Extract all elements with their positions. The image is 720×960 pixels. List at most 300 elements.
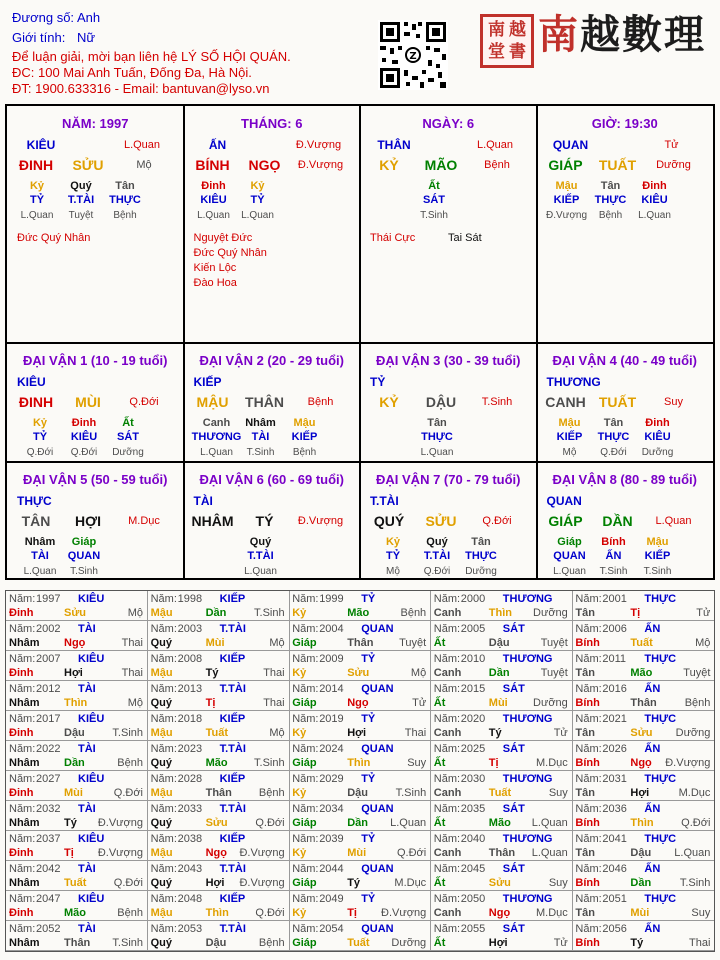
year-branch: Sửu bbox=[64, 607, 87, 619]
pillar-god-label: ẤN bbox=[208, 138, 227, 152]
year-cell bbox=[572, 621, 714, 651]
year-stem: Bính bbox=[575, 877, 600, 889]
earthly-branch: SỬU bbox=[425, 512, 457, 529]
year-cell bbox=[289, 591, 431, 621]
year-number: 2005 bbox=[460, 623, 486, 635]
year-label: Năm: bbox=[292, 833, 319, 845]
year-stem: Quý bbox=[150, 817, 172, 829]
year-cell bbox=[572, 891, 714, 921]
heavenly-stem: ĐINH bbox=[18, 157, 54, 173]
year-god: KIẾP bbox=[219, 833, 246, 845]
year-label: Năm: bbox=[292, 683, 319, 695]
year-branch: Mùi bbox=[630, 907, 650, 919]
year-stem: Bính bbox=[575, 757, 600, 769]
hidden-god: KIẾP bbox=[644, 549, 671, 562]
year-stage: Q.Đới bbox=[681, 817, 711, 829]
year-label: Năm: bbox=[292, 713, 319, 725]
life-stage: Bệnh bbox=[307, 396, 334, 408]
hidden-stem: Kỷ bbox=[29, 180, 45, 192]
hidden-stage: Q.Đới bbox=[26, 447, 54, 458]
year-branch: Hợi bbox=[347, 727, 367, 739]
heavenly-stem: ĐINH bbox=[18, 394, 54, 410]
year-god: KIÊU bbox=[78, 833, 105, 845]
hidden-stage: T.Sinh bbox=[643, 565, 672, 577]
year-branch: Thân bbox=[205, 787, 232, 799]
dai-van-cell bbox=[537, 343, 714, 462]
year-god: SÁT bbox=[502, 863, 525, 875]
year-label: Năm: bbox=[9, 803, 36, 815]
year-stem: Bính bbox=[575, 937, 600, 949]
year-number: 2024 bbox=[319, 743, 344, 755]
year-label: Năm: bbox=[150, 833, 177, 845]
year-god: ẤN bbox=[644, 623, 661, 635]
year-number: 2023 bbox=[177, 743, 203, 755]
year-stage: T.Sinh bbox=[254, 607, 285, 619]
year-number: 2009 bbox=[319, 653, 344, 665]
year-cell bbox=[148, 891, 290, 921]
year-label: Năm: bbox=[433, 593, 461, 605]
year-god: TỶ bbox=[361, 653, 376, 665]
hidden-stage: T.Sinh bbox=[420, 210, 448, 221]
year-number: 2029 bbox=[319, 773, 344, 785]
year-label: Năm: bbox=[575, 593, 602, 605]
year-stage: Đ.Vượng bbox=[381, 907, 427, 919]
year-label: Năm: bbox=[575, 893, 602, 905]
year-stage: Đ.Vượng bbox=[97, 847, 143, 859]
year-god: ẤN bbox=[644, 803, 661, 815]
dai-van-title: ĐẠI VẬN 5 (50 - 59 tuổi) bbox=[23, 471, 168, 487]
year-label: Năm: bbox=[575, 803, 602, 815]
dai-van-cell bbox=[537, 462, 714, 581]
hidden-god: KIÊU bbox=[641, 194, 668, 206]
year-stage: L.Quan bbox=[674, 847, 711, 859]
hidden-stage: Bệnh bbox=[113, 210, 137, 221]
year-cell bbox=[572, 801, 714, 831]
year-cell bbox=[6, 801, 148, 831]
year-number: 2030 bbox=[460, 773, 486, 785]
hidden-stage: L.Quan bbox=[420, 447, 454, 458]
year-number: 2020 bbox=[460, 713, 486, 725]
year-label: Năm: bbox=[150, 593, 177, 605]
brand-char: 數 bbox=[622, 11, 662, 58]
earthly-branch: TUẤT bbox=[598, 157, 637, 173]
year-stage: Mộ bbox=[127, 697, 143, 709]
year-branch: Hợi bbox=[488, 937, 508, 949]
year-god: THỰC bbox=[644, 713, 677, 725]
year-branch: Mão bbox=[205, 757, 228, 769]
header bbox=[0, 0, 720, 100]
year-stem: Canh bbox=[433, 847, 462, 859]
year-cell bbox=[6, 831, 148, 861]
year-cell bbox=[431, 741, 573, 771]
hidden-god: ẤN bbox=[605, 549, 622, 562]
dai-van-god: THƯƠNG bbox=[546, 375, 601, 389]
hidden-stem: Bính bbox=[601, 535, 626, 548]
year-stage: Mộ bbox=[695, 637, 711, 649]
brand-char: 理 bbox=[664, 11, 704, 58]
phone-email-line[interactable]: ĐT: 1900.633316 - Email: bantuvan@lyso.vn bbox=[12, 81, 270, 96]
year-number: 1997 bbox=[36, 593, 61, 605]
life-stage: Q.Đới bbox=[129, 396, 159, 408]
year-number: 2016 bbox=[602, 683, 627, 695]
year-stage: Dưỡng bbox=[533, 607, 568, 619]
hidden-stage: Tuyệt bbox=[68, 210, 94, 221]
hidden-stem: Kỷ bbox=[250, 180, 265, 192]
year-stem: Nhâm bbox=[9, 877, 40, 889]
year-god: SÁT bbox=[502, 743, 525, 755]
year-stage: Mộ bbox=[127, 607, 143, 619]
year-god: KIẾP bbox=[219, 893, 246, 905]
year-god: TỶ bbox=[361, 773, 376, 785]
year-cell bbox=[572, 681, 714, 711]
heavenly-stem: KỶ bbox=[379, 394, 399, 410]
year-number: 2054 bbox=[319, 923, 344, 935]
pillar-cell bbox=[537, 106, 714, 343]
year-number: 2013 bbox=[177, 683, 203, 695]
year-god: SÁT bbox=[502, 683, 525, 695]
year-stem: Kỷ bbox=[292, 667, 307, 679]
year-stage: L.Quan bbox=[390, 817, 427, 829]
year-god: THỰC bbox=[644, 893, 677, 905]
dai-van-god: KIÊU bbox=[17, 375, 46, 389]
hidden-stage: Đ.Vượng bbox=[545, 210, 588, 221]
year-god: QUAN bbox=[361, 683, 394, 695]
hidden-stage: L.Quan bbox=[20, 210, 54, 221]
year-branch: Dần bbox=[488, 667, 510, 679]
year-cell bbox=[6, 711, 148, 741]
year-cell bbox=[148, 861, 290, 891]
year-cell bbox=[289, 711, 431, 741]
year-stem: Ất bbox=[433, 697, 446, 709]
year-number: 2035 bbox=[460, 803, 486, 815]
year-cell bbox=[431, 711, 573, 741]
year-number: 2048 bbox=[177, 893, 203, 905]
year-label: Năm: bbox=[433, 893, 461, 905]
year-branch: Mùi bbox=[205, 637, 225, 649]
pillar-god-label: QUAN bbox=[552, 138, 589, 152]
seal-char: 越 bbox=[509, 20, 526, 40]
year-branch: Ngọ bbox=[205, 847, 227, 859]
hidden-stem: Ất bbox=[122, 417, 134, 429]
year-label: Năm: bbox=[150, 653, 177, 665]
year-god: THƯƠNG bbox=[502, 593, 553, 605]
year-god: KIÊU bbox=[78, 653, 105, 665]
year-stage: Thai bbox=[263, 667, 285, 679]
owner-line bbox=[12, 10, 100, 26]
life-stage: Q.Đới bbox=[482, 514, 512, 527]
year-stem: Ất bbox=[433, 877, 446, 889]
address-line: ĐC: 100 Mai Anh Tuấn, Đống Đa, Hà Nội. bbox=[12, 65, 252, 80]
year-label: Năm: bbox=[575, 743, 602, 755]
year-stage: Bệnh bbox=[684, 697, 711, 709]
year-label: Năm: bbox=[9, 623, 36, 635]
year-label: Năm: bbox=[150, 803, 177, 815]
year-label: Năm: bbox=[433, 923, 461, 935]
year-branch: Dần bbox=[64, 757, 85, 769]
year-number: 2019 bbox=[319, 713, 344, 725]
year-stage: Tuyệt bbox=[540, 637, 568, 649]
earthly-branch: TUẤT bbox=[598, 394, 637, 410]
year-number: 2042 bbox=[36, 863, 61, 875]
year-label: Năm: bbox=[575, 773, 602, 785]
hidden-stem: Nhâm bbox=[24, 535, 56, 548]
year-god: TỶ bbox=[361, 713, 376, 725]
hidden-stem: Đinh bbox=[642, 180, 667, 192]
hidden-stem: Đinh bbox=[71, 417, 97, 429]
year-god: KIÊU bbox=[78, 713, 105, 725]
year-stem: Tân bbox=[575, 907, 595, 919]
hidden-stem: Tân bbox=[471, 535, 491, 548]
year-number: 2011 bbox=[602, 653, 627, 665]
year-god: KIẾP bbox=[219, 713, 246, 725]
contact-line: Để luận giải, mời bạn liên hệ LÝ SỐ HỘI QUÁN. bbox=[12, 49, 291, 64]
pillar-title: NĂM: 1997 bbox=[62, 116, 129, 131]
year-stage: Tuyệt bbox=[399, 637, 427, 649]
year-stem: Tân bbox=[575, 607, 595, 619]
year-god: TỶ bbox=[361, 833, 376, 845]
year-stem: Tân bbox=[575, 787, 595, 799]
year-god: T.TÀI bbox=[219, 863, 246, 875]
year-label: Năm: bbox=[150, 683, 177, 695]
year-number: 2012 bbox=[36, 683, 61, 695]
hidden-god: TỶ bbox=[385, 549, 401, 562]
dai-van-title: ĐẠI VẬN 4 (40 - 49 tuổi) bbox=[552, 353, 697, 368]
year-god: KIẾP bbox=[219, 773, 246, 785]
year-label: Năm: bbox=[433, 743, 461, 755]
hidden-god: KIÊU bbox=[644, 431, 671, 443]
year-stem: Ất bbox=[433, 757, 446, 769]
year-stem: Kỷ bbox=[292, 907, 307, 919]
year-branch: Hợi bbox=[630, 787, 650, 799]
year-number: 2051 bbox=[602, 893, 627, 905]
year-label: Năm: bbox=[575, 713, 602, 725]
dai-van-god: KIẾP bbox=[193, 375, 222, 389]
year-cell bbox=[148, 711, 290, 741]
pillar-title: GIỜ: 19:30 bbox=[591, 116, 658, 131]
year-cell bbox=[289, 861, 431, 891]
year-branch: Tý bbox=[347, 877, 361, 889]
year-number: 2015 bbox=[460, 683, 486, 695]
life-stage: Mộ bbox=[136, 159, 152, 171]
year-god: TÀI bbox=[78, 743, 96, 755]
year-branch: Tị bbox=[630, 607, 641, 619]
year-stage: Đ.Vượng bbox=[97, 817, 143, 829]
year-cell bbox=[431, 861, 573, 891]
life-stage: L.Quan bbox=[655, 514, 692, 527]
year-label: Năm: bbox=[9, 893, 36, 905]
year-cell bbox=[572, 591, 714, 621]
year-god: TỶ bbox=[361, 893, 376, 905]
year-stem: Đinh bbox=[9, 607, 34, 619]
year-number: 2052 bbox=[36, 923, 61, 935]
year-number: 2049 bbox=[319, 893, 344, 905]
red-seal-logo bbox=[480, 14, 534, 68]
year-number: 2050 bbox=[460, 893, 486, 905]
dai-van-cell bbox=[184, 343, 361, 462]
year-label: Năm: bbox=[9, 923, 36, 935]
year-cell bbox=[572, 711, 714, 741]
year-branch: Tuất bbox=[488, 787, 512, 799]
year-branch: Tị bbox=[64, 847, 74, 859]
year-god: QUAN bbox=[361, 863, 394, 875]
year-stem: Mậu bbox=[150, 847, 173, 859]
year-stage: Thai bbox=[121, 637, 143, 649]
hidden-stage: Dưỡng bbox=[465, 565, 497, 577]
year-stem: Kỷ bbox=[292, 607, 307, 619]
year-number: 2045 bbox=[460, 863, 486, 875]
year-stem: Canh bbox=[433, 667, 462, 679]
year-stem: Canh bbox=[433, 787, 462, 799]
seal-char: 堂 bbox=[488, 42, 505, 62]
hidden-stage: Q.Đới bbox=[423, 565, 451, 577]
year-label: Năm: bbox=[150, 713, 177, 725]
year-cell bbox=[289, 681, 431, 711]
gender-line bbox=[12, 30, 95, 46]
hidden-stem: Canh bbox=[202, 417, 231, 429]
hidden-god: THỰC bbox=[421, 431, 453, 443]
seal-char: 書 bbox=[509, 42, 526, 62]
year-number: 2028 bbox=[177, 773, 203, 785]
shen-sha-star: Kiến Lộc bbox=[193, 262, 237, 274]
year-label: Năm: bbox=[292, 653, 319, 665]
year-stage: Thai bbox=[688, 937, 711, 949]
year-branch: Tị bbox=[347, 907, 357, 919]
year-cell bbox=[6, 681, 148, 711]
year-label: Năm: bbox=[433, 653, 461, 665]
year-god: KIÊU bbox=[78, 773, 105, 785]
year-label: Năm: bbox=[9, 743, 36, 755]
year-stage: L.Quan bbox=[531, 817, 568, 829]
year-god: ẤN bbox=[644, 683, 661, 695]
year-cell bbox=[6, 861, 148, 891]
year-stem: Đinh bbox=[9, 667, 34, 679]
year-stage: Suy bbox=[691, 907, 711, 919]
year-god: SÁT bbox=[502, 623, 525, 635]
year-cell bbox=[289, 651, 431, 681]
year-label: Năm: bbox=[433, 773, 461, 785]
year-branch: Hợi bbox=[205, 877, 225, 889]
year-number: 2034 bbox=[319, 803, 344, 815]
year-branch: Thân bbox=[630, 697, 657, 709]
year-stem: Nhâm bbox=[9, 637, 40, 649]
year-label: Năm: bbox=[433, 863, 461, 875]
year-cell bbox=[148, 801, 290, 831]
life-stage: Đ.Vượng bbox=[297, 514, 344, 527]
heavenly-stem: GIÁP bbox=[548, 157, 583, 173]
hidden-god: THỰC bbox=[594, 194, 627, 206]
year-stage: M.Dục bbox=[394, 877, 427, 889]
gender-label: Giới tính: bbox=[12, 30, 66, 45]
heavenly-stem: GIÁP bbox=[548, 512, 583, 529]
year-cell bbox=[6, 921, 148, 951]
year-cell bbox=[6, 771, 148, 801]
year-label: Năm: bbox=[575, 623, 602, 635]
hidden-god: TÀI bbox=[31, 549, 49, 562]
year-label: Năm: bbox=[433, 683, 461, 695]
hidden-stage: T.Sinh bbox=[599, 565, 628, 577]
svg-text:Z: Z bbox=[409, 51, 417, 62]
year-branch: Dậu bbox=[205, 937, 227, 949]
year-label: Năm: bbox=[433, 623, 461, 635]
year-label: Năm: bbox=[150, 923, 177, 935]
year-god: KIÊU bbox=[78, 893, 105, 905]
year-stage: Tử bbox=[412, 697, 427, 709]
year-stage: Dưỡng bbox=[533, 697, 568, 709]
hidden-god: KIẾP bbox=[291, 431, 318, 443]
year-stage: Thai bbox=[263, 697, 285, 709]
year-stem: Đinh bbox=[9, 907, 34, 919]
year-stem: Ất bbox=[433, 817, 446, 829]
year-stage: Suy bbox=[407, 757, 427, 769]
year-god: KIẾP bbox=[219, 653, 246, 665]
life-stage: Bệnh bbox=[484, 159, 510, 171]
shen-sha-star: Thái Cực bbox=[370, 232, 416, 244]
year-number: 2038 bbox=[177, 833, 203, 845]
year-branch: Tị bbox=[488, 757, 499, 769]
year-branch: Mão bbox=[64, 907, 86, 919]
year-branch: Sửu bbox=[488, 877, 511, 889]
year-cell bbox=[148, 771, 290, 801]
year-label: Năm: bbox=[292, 773, 319, 785]
year-cell bbox=[289, 801, 431, 831]
year-god: TÀI bbox=[78, 803, 96, 815]
year-branch: Tý bbox=[630, 937, 644, 949]
year-branch: Dần bbox=[630, 877, 652, 889]
year-label: Năm: bbox=[9, 833, 36, 845]
pillar-stage-label: L.Quan bbox=[123, 139, 161, 151]
hidden-stem: Quý bbox=[426, 535, 448, 548]
earthly-branch: DẬU bbox=[425, 394, 457, 410]
year-god: THỰC bbox=[644, 833, 677, 845]
qr-code-icon[interactable] bbox=[378, 20, 448, 90]
hidden-stem: Mậu bbox=[555, 180, 578, 192]
year-branch: Dậu bbox=[488, 637, 510, 649]
year-god: ẤN bbox=[644, 863, 661, 875]
earthly-branch: THÂN bbox=[245, 394, 284, 410]
year-god: THƯƠNG bbox=[502, 653, 553, 665]
hidden-stem: Quý bbox=[70, 180, 92, 192]
year-stage: Thai bbox=[121, 667, 143, 679]
earthly-branch: HỢI bbox=[75, 512, 101, 529]
year-god: T.TÀI bbox=[219, 683, 246, 695]
year-stem: Canh bbox=[433, 607, 462, 619]
year-stage: Q.Đới bbox=[255, 817, 285, 829]
dai-van-title: ĐẠI VẬN 1 (10 - 19 tuổi) bbox=[23, 353, 168, 368]
year-stem: Giáp bbox=[292, 817, 317, 829]
year-branch: Tuất bbox=[205, 727, 228, 739]
year-cell bbox=[572, 861, 714, 891]
year-stem: Mậu bbox=[150, 667, 173, 679]
year-number: 2043 bbox=[177, 863, 203, 875]
year-god: THỰC bbox=[644, 593, 677, 605]
year-branch: Thìn bbox=[205, 907, 229, 919]
year-god: THƯƠNG bbox=[502, 833, 553, 845]
year-branch: Mùi bbox=[488, 697, 508, 709]
hidden-stage: Mộ bbox=[386, 565, 400, 577]
year-stem: Canh bbox=[433, 727, 462, 739]
gender-value: Nữ bbox=[76, 30, 96, 45]
year-label: Năm: bbox=[9, 863, 36, 875]
year-god: KIẾP bbox=[219, 593, 246, 605]
year-stage: Thai bbox=[404, 727, 427, 739]
year-cell bbox=[289, 771, 431, 801]
shen-sha-star: Đức Quý Nhân bbox=[193, 247, 267, 259]
year-god: QUAN bbox=[361, 803, 394, 815]
hidden-god: T.TÀI bbox=[423, 549, 451, 562]
year-cell bbox=[289, 891, 431, 921]
shen-sha-star: Nguyệt Đức bbox=[193, 232, 253, 244]
hidden-god: TÀI bbox=[251, 431, 270, 443]
